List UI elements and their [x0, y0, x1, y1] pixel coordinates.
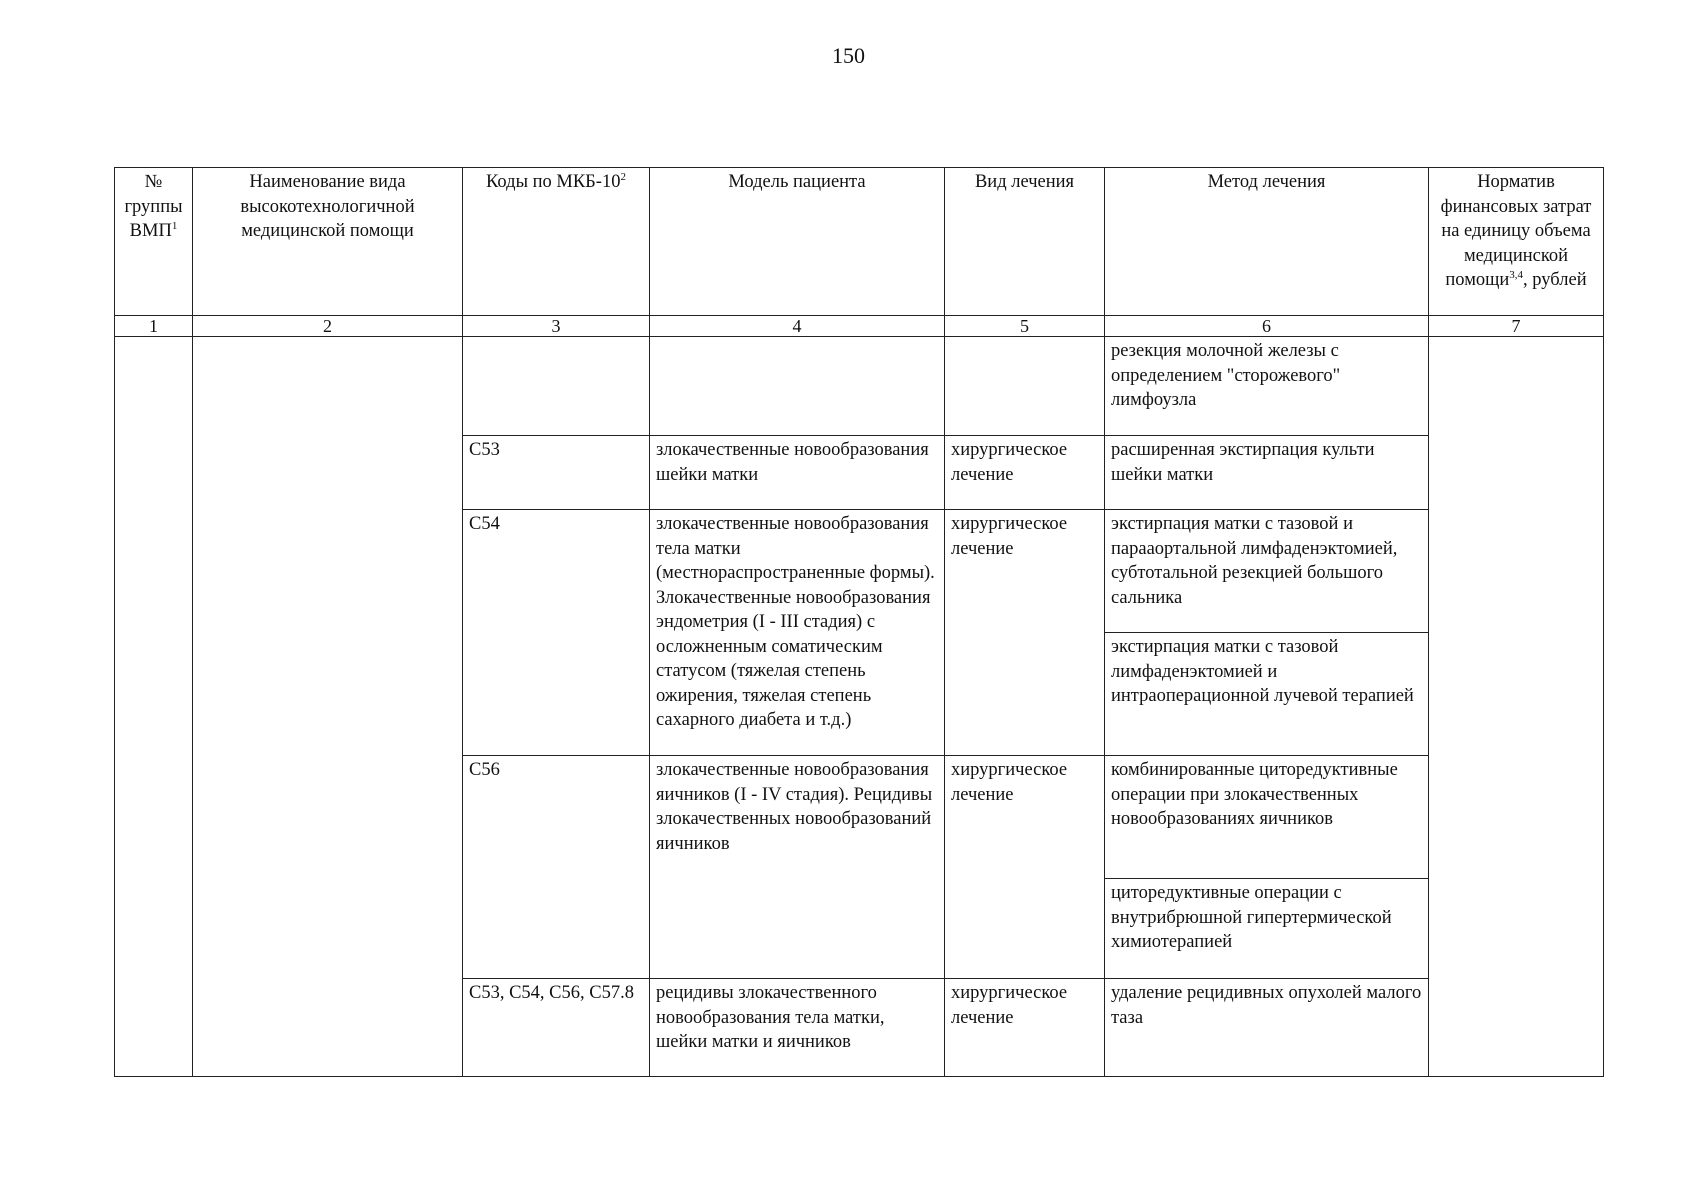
patient-model-cell: злокачественные новообразования тела матки (местнораспространенные формы). Злокачественные новообразования эндометрия (I - III стадия) с осложненным соматическим статусом (тяжелая степень ожирения, тяжелая степень сахарного диабета и т.д.) — [650, 510, 945, 756]
treatment-type-cell: хирургическое лечение — [945, 510, 1105, 756]
header-treatment-type: Вид лечения — [945, 168, 1105, 316]
header-row — [115, 168, 1604, 316]
cost-standard-cell — [1429, 337, 1604, 1077]
icd-code-cell: C54 — [463, 510, 650, 756]
patient-model-cell: злокачественные новообразования шейки матки — [650, 436, 945, 510]
header-care-type-name: Наименование вида высокотехнологичной медицинской помощи — [193, 168, 463, 316]
column-number: 1 — [115, 316, 193, 337]
icd-code-cell: C53 — [463, 436, 650, 510]
treatment-type-cell — [945, 337, 1105, 436]
patient-model-cell — [650, 337, 945, 436]
treatment-method-cell: экстирпация матки с тазовой и парааортальной лимфаденэктомией, субтотальной резекцией большого сальника — [1105, 510, 1429, 633]
column-number: 4 — [650, 316, 945, 337]
header-cost-standard: Норматив финансовых затрат на единицу объема медицинской помощи$^{3,4}$, рублей — [1429, 168, 1604, 316]
patient-model-cell: злокачественные новообразования яичников (I - IV стадия). Рецидивы злокачественных новообразований яичников — [650, 756, 945, 979]
icd-code-cell: C56 — [463, 756, 650, 979]
icd-code-cell — [463, 337, 650, 436]
icd-code-cell: C53, C54, C56, C57.8 — [463, 979, 650, 1077]
treatment-method-cell: циторедуктивные операции с внутрибрюшной гипертермической химиотерапией — [1105, 879, 1429, 979]
care-type-name-cell — [193, 337, 463, 1077]
column-number: 7 — [1429, 316, 1604, 337]
treatment-type-cell: хирургическое лечение — [945, 979, 1105, 1077]
header-treatment-method: Метод лечения — [1105, 168, 1429, 316]
treatment-method-cell: резекция молочной железы с определением "сторожевого" лимфоузла — [1105, 337, 1429, 436]
column-number: 2 — [193, 316, 463, 337]
treatment-method-cell: удаление рецидивных опухолей малого таза — [1105, 979, 1429, 1077]
treatment-method-cell: расширенная экстирпация культи шейки матки — [1105, 436, 1429, 510]
header-patient-model: Модель пациента — [650, 168, 945, 316]
header-icd-codes: Коды по МКБ-$10^2$ — [463, 168, 650, 316]
column-number: 3 — [463, 316, 650, 337]
column-number: 5 — [945, 316, 1105, 337]
table-row — [115, 337, 1604, 436]
header-group-number: № группы ВМП$^1$ — [115, 168, 193, 316]
column-number-row — [115, 316, 1604, 337]
medical-care-table — [114, 167, 1604, 1077]
treatment-method-cell: экстирпация матки с тазовой лимфаденэктомией и интраоперационной лучевой терапией — [1105, 633, 1429, 756]
treatment-method-cell: комбинированные циторедуктивные операции при злокачественных новообразованиях яичников — [1105, 756, 1429, 879]
patient-model-cell: рецидивы злокачественного новообразования тела матки, шейки матки и яичников — [650, 979, 945, 1077]
treatment-type-cell: хирургическое лечение — [945, 756, 1105, 979]
column-number: 6 — [1105, 316, 1429, 337]
treatment-type-cell: хирургическое лечение — [945, 436, 1105, 510]
page-number: 150 — [832, 43, 865, 68]
group-number-cell — [115, 337, 193, 1077]
